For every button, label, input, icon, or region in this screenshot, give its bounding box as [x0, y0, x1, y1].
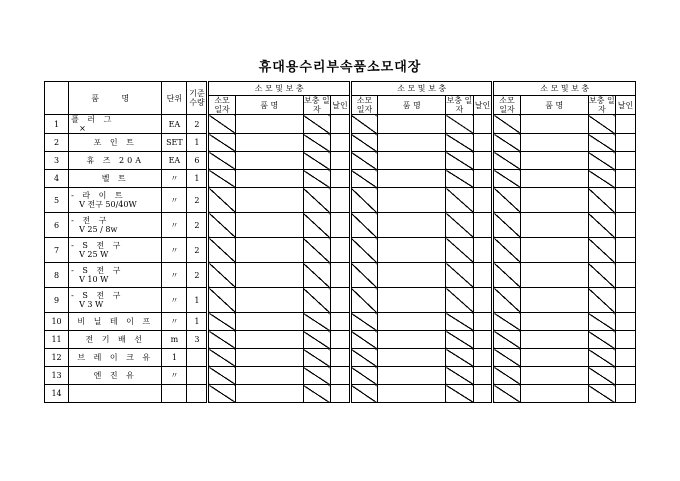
consumed-item-cell[interactable]: [378, 115, 446, 134]
use-date-cell[interactable]: [350, 152, 377, 170]
seal-cell[interactable]: [473, 134, 493, 152]
supply-date-cell[interactable]: [588, 331, 615, 349]
table-row: [45, 349, 636, 367]
item-name-line1: - S 전 구: [71, 241, 124, 250]
std-qty-cell: 1: [187, 313, 208, 331]
consumed-item-cell[interactable]: [378, 313, 446, 331]
table-row: [45, 115, 636, 134]
supply-date-cell[interactable]: [303, 170, 330, 188]
row-number: 2: [45, 134, 69, 152]
use-date-header: 소모 일자: [493, 96, 520, 115]
supply-date-cell[interactable]: [446, 349, 473, 367]
use-date-cell[interactable]: [350, 134, 377, 152]
use-date-cell[interactable]: [493, 152, 520, 170]
consumed-item-cell[interactable]: [378, 134, 446, 152]
item-name: [69, 385, 162, 403]
consumed-item-cell[interactable]: [378, 367, 446, 385]
item-name: [69, 367, 162, 385]
seal-cell[interactable]: [615, 170, 635, 188]
seal-cell[interactable]: [615, 115, 635, 134]
supply-date-cell[interactable]: [446, 152, 473, 170]
item-name: [69, 331, 162, 349]
use-date-cell[interactable]: [208, 152, 235, 170]
supply-date-header: 보충 일자: [589, 96, 615, 114]
item-name-line1: 엔 진 유: [93, 371, 137, 380]
seal-cell[interactable]: [331, 134, 351, 152]
consumed-item-cell[interactable]: [235, 331, 303, 349]
row-number: 14: [45, 385, 69, 403]
seal-cell[interactable]: [331, 115, 351, 134]
consumption-ledger-table: [44, 81, 636, 403]
supply-date-cell[interactable]: [446, 188, 473, 213]
consumed-item-cell[interactable]: [378, 331, 446, 349]
seal-cell[interactable]: [473, 152, 493, 170]
seal-cell[interactable]: [331, 349, 351, 367]
use-date-cell[interactable]: [208, 263, 235, 288]
use-date-cell[interactable]: [493, 313, 520, 331]
use-date-cell[interactable]: [208, 134, 235, 152]
consumed-item-cell[interactable]: [520, 238, 588, 263]
use-date-cell[interactable]: [350, 288, 377, 313]
seal-cell[interactable]: [331, 188, 351, 213]
seal-cell[interactable]: [615, 349, 635, 367]
consumed-item-cell[interactable]: [378, 385, 446, 403]
use-date-cell[interactable]: [350, 349, 377, 367]
supply-date-cell[interactable]: [303, 367, 330, 385]
supply-date-cell[interactable]: [303, 288, 330, 313]
seal-cell[interactable]: [331, 288, 351, 313]
supply-date-cell[interactable]: [303, 238, 330, 263]
use-date-cell[interactable]: [350, 313, 377, 331]
consumed-item-cell[interactable]: [235, 134, 303, 152]
use-date-cell[interactable]: [350, 115, 377, 134]
item-name-line2: V 전구 50/40W: [79, 200, 137, 209]
use-date-cell[interactable]: [493, 170, 520, 188]
supply-date-cell[interactable]: [303, 188, 330, 213]
consumed-item-cell[interactable]: [235, 349, 303, 367]
use-date-cell[interactable]: [208, 213, 235, 238]
use-date-cell[interactable]: [208, 385, 235, 403]
use-date-cell[interactable]: [208, 288, 235, 313]
table-row: [45, 238, 636, 263]
use-date-cell[interactable]: [493, 367, 520, 385]
std-qty-cell: 1: [187, 170, 208, 188]
row-number: 6: [45, 213, 69, 238]
seal-cell[interactable]: [473, 115, 493, 134]
supply-date-cell[interactable]: [446, 213, 473, 238]
seal-cell[interactable]: [331, 313, 351, 331]
std-qty-cell: 1: [187, 288, 208, 313]
seal-cell[interactable]: [473, 385, 493, 403]
supply-date-cell[interactable]: [588, 313, 615, 331]
no-header: [45, 82, 69, 115]
seal-cell[interactable]: [331, 367, 351, 385]
seal-cell[interactable]: [615, 188, 635, 213]
use-date-cell[interactable]: [208, 313, 235, 331]
seal-cell[interactable]: [473, 331, 493, 349]
item-name-line2: ×: [79, 124, 86, 133]
table-row: [45, 367, 636, 385]
consumed-item-cell[interactable]: [520, 152, 588, 170]
use-date-cell[interactable]: [208, 367, 235, 385]
supply-date-cell[interactable]: [588, 385, 615, 403]
item-name: [69, 170, 162, 188]
seal-cell[interactable]: [615, 313, 635, 331]
consumed-item-cell[interactable]: [235, 263, 303, 288]
row-number: 10: [45, 313, 69, 331]
use-date-cell[interactable]: [493, 349, 520, 367]
item-name-line1: - 라 이 트: [71, 191, 126, 200]
unit-cell: 〃: [162, 170, 187, 188]
supply-date-cell[interactable]: [446, 263, 473, 288]
consumed-item-cell[interactable]: [520, 170, 588, 188]
consumed-item-cell[interactable]: [520, 349, 588, 367]
group-header-2: 소 모 및 보 충: [350, 82, 492, 96]
seal-cell[interactable]: [615, 213, 635, 238]
std-qty-cell: 2: [187, 115, 208, 134]
supply-date-cell[interactable]: [588, 188, 615, 213]
consumed-item-cell[interactable]: [235, 213, 303, 238]
std-qty-cell: 2: [187, 213, 208, 238]
seal-cell[interactable]: [615, 385, 635, 403]
supply-date-cell[interactable]: [588, 115, 615, 134]
row-number: 9: [45, 288, 69, 313]
use-date-header: 소모 일자: [208, 96, 235, 115]
consumed-item-cell[interactable]: [520, 188, 588, 213]
consumed-item-cell[interactable]: [378, 188, 446, 213]
seal-header: 날인: [473, 96, 493, 115]
unit-cell: EA: [162, 115, 187, 134]
consumed-item-cell[interactable]: [520, 385, 588, 403]
item-name: [69, 115, 162, 134]
seal-cell[interactable]: [615, 152, 635, 170]
use-date-cell[interactable]: [350, 170, 377, 188]
row-number: 1: [45, 115, 69, 134]
supply-date-cell[interactable]: [446, 367, 473, 385]
seal-cell[interactable]: [473, 213, 493, 238]
supply-date-cell[interactable]: [588, 152, 615, 170]
seal-cell[interactable]: [331, 385, 351, 403]
row-number: 11: [45, 331, 69, 349]
row-number: 4: [45, 170, 69, 188]
supply-date-cell[interactable]: [588, 367, 615, 385]
unit-cell: 〃: [162, 188, 187, 213]
unit-cell: 〃: [162, 313, 187, 331]
supply-date-cell[interactable]: [588, 170, 615, 188]
use-date-cell[interactable]: [493, 213, 520, 238]
consumed-item-cell[interactable]: [235, 170, 303, 188]
item-name-line1: - S 전 구: [71, 266, 124, 275]
supply-date-cell[interactable]: [303, 134, 330, 152]
item-name-line2: V 3 W: [79, 300, 104, 309]
item-name: [69, 152, 162, 170]
item-name: [69, 134, 162, 152]
use-date-cell[interactable]: [493, 188, 520, 213]
supply-date-cell[interactable]: [303, 331, 330, 349]
seal-cell[interactable]: [473, 313, 493, 331]
row-number: 13: [45, 367, 69, 385]
use-date-cell[interactable]: [208, 238, 235, 263]
use-date-cell[interactable]: [208, 349, 235, 367]
consumed-item-cell[interactable]: [378, 213, 446, 238]
supply-date-cell[interactable]: [446, 170, 473, 188]
seal-cell[interactable]: [615, 367, 635, 385]
consumed-item-cell[interactable]: [378, 152, 446, 170]
supply-date-cell[interactable]: [588, 238, 615, 263]
seal-header: 날인: [615, 96, 635, 115]
row-number: 3: [45, 152, 69, 170]
unit-cell: m: [162, 331, 187, 349]
item-name: [69, 349, 162, 367]
use-date-cell[interactable]: [493, 331, 520, 349]
seal-cell[interactable]: [615, 238, 635, 263]
seal-cell[interactable]: [473, 238, 493, 263]
consumed-item-cell[interactable]: [235, 385, 303, 403]
unit-cell: EA: [162, 152, 187, 170]
item-name-line1: - 전 구: [71, 216, 110, 225]
item-name-line1: 비 닐 테 이 프: [77, 317, 154, 326]
item-name-line1: 벨 트: [101, 174, 129, 183]
seal-cell[interactable]: [331, 331, 351, 349]
use-date-cell[interactable]: [350, 385, 377, 403]
item-name-line2: V 25 / 8w: [79, 225, 118, 234]
unit-header: 단위: [162, 82, 187, 115]
supply-date-cell[interactable]: [446, 288, 473, 313]
name-header: 품 명: [235, 96, 303, 115]
seal-cell[interactable]: [331, 263, 351, 288]
unit-cell: 〃: [162, 367, 187, 385]
supply-date-header: 보충 일자: [304, 96, 330, 114]
unit-cell: SET: [162, 134, 187, 152]
std-qty-cell: [187, 385, 208, 403]
item-name: [69, 188, 162, 213]
seal-cell[interactable]: [331, 213, 351, 238]
item-name: [69, 263, 162, 288]
supply-date-cell[interactable]: [446, 331, 473, 349]
consumed-item-cell[interactable]: [520, 115, 588, 134]
seal-cell[interactable]: [615, 331, 635, 349]
unit-cell: 〃: [162, 288, 187, 313]
consumed-item-cell[interactable]: [378, 238, 446, 263]
name-header: 품 명: [378, 96, 446, 115]
item-name: [69, 238, 162, 263]
item-name: [69, 288, 162, 313]
seal-cell[interactable]: [331, 170, 351, 188]
use-date-cell[interactable]: [350, 238, 377, 263]
consumed-item-cell[interactable]: [520, 288, 588, 313]
seal-cell[interactable]: [473, 367, 493, 385]
consumed-item-cell[interactable]: [520, 213, 588, 238]
supply-date-cell[interactable]: [446, 313, 473, 331]
supply-date-cell[interactable]: [303, 313, 330, 331]
supply-date-cell[interactable]: [303, 263, 330, 288]
std-qty-cell: 2: [187, 188, 208, 213]
supply-date-cell[interactable]: [588, 134, 615, 152]
supply-date-cell[interactable]: [588, 263, 615, 288]
supply-date-cell[interactable]: [588, 288, 615, 313]
consumed-item-cell[interactable]: [378, 263, 446, 288]
page-title: 휴대용수리부속품소모대장: [258, 60, 422, 75]
std-qty-cell: 3: [187, 331, 208, 349]
use-date-cell[interactable]: [493, 263, 520, 288]
item-name-header: 품 명: [69, 82, 162, 115]
table-row: [45, 313, 636, 331]
supply-date-cell[interactable]: [303, 152, 330, 170]
item-name-line1: 휴 즈 20A: [86, 156, 144, 165]
use-date-cell[interactable]: [493, 238, 520, 263]
row-number: 7: [45, 238, 69, 263]
supply-date-cell[interactable]: [446, 115, 473, 134]
std-qty-cell: [187, 349, 208, 367]
group-header-3: 소 모 및 보 충: [493, 82, 636, 96]
use-date-cell[interactable]: [208, 115, 235, 134]
use-date-header: 소모 일자: [350, 96, 377, 115]
table-row: [45, 331, 636, 349]
supply-date-cell[interactable]: [303, 349, 330, 367]
item-name-line2: V 25 W: [79, 250, 109, 259]
unit-cell: 1: [162, 349, 187, 367]
use-date-cell[interactable]: [208, 331, 235, 349]
consumed-item-cell[interactable]: [520, 313, 588, 331]
seal-cell[interactable]: [615, 288, 635, 313]
table-row: [45, 385, 636, 403]
item-name: [69, 213, 162, 238]
consumed-item-cell[interactable]: [235, 188, 303, 213]
use-date-cell[interactable]: [350, 213, 377, 238]
seal-header: 날인: [331, 96, 351, 115]
table-row: [45, 213, 636, 238]
use-date-cell[interactable]: [350, 367, 377, 385]
row-number: 8: [45, 263, 69, 288]
consumed-item-cell[interactable]: [235, 288, 303, 313]
supply-date-cell[interactable]: [446, 134, 473, 152]
consumed-item-cell[interactable]: [520, 331, 588, 349]
item-name: [69, 313, 162, 331]
supply-date-cell[interactable]: [303, 213, 330, 238]
consumed-item-cell[interactable]: [378, 288, 446, 313]
supply-date-cell[interactable]: [446, 385, 473, 403]
seal-cell[interactable]: [615, 134, 635, 152]
item-name-line1: 플 러 그: [71, 115, 115, 124]
group-header-1: 소 모 및 보 충: [208, 82, 350, 96]
seal-cell[interactable]: [615, 263, 635, 288]
use-date-cell[interactable]: [350, 263, 377, 288]
consumed-item-cell[interactable]: [235, 115, 303, 134]
seal-cell[interactable]: [473, 170, 493, 188]
table-row: [45, 288, 636, 313]
supply-date-cell[interactable]: [588, 213, 615, 238]
item-name-line1: 브 레 이 크 유: [77, 353, 154, 362]
use-date-cell[interactable]: [350, 188, 377, 213]
supply-date-header: 보충 일자: [446, 96, 473, 114]
seal-cell[interactable]: [473, 188, 493, 213]
std-qty-cell: [187, 367, 208, 385]
seal-cell[interactable]: [473, 263, 493, 288]
consumed-item-cell[interactable]: [235, 313, 303, 331]
unit-cell: 〃: [162, 213, 187, 238]
std-qty-cell: 2: [187, 238, 208, 263]
table-row: [45, 263, 636, 288]
seal-cell[interactable]: [331, 238, 351, 263]
consumed-item-cell[interactable]: [378, 170, 446, 188]
item-name-line2: V 10 W: [79, 275, 109, 284]
consumed-item-cell[interactable]: [378, 349, 446, 367]
item-name-line1: 포 인 트: [93, 138, 137, 147]
std-qty-cell: 1: [187, 134, 208, 152]
supply-date-cell[interactable]: [446, 238, 473, 263]
use-date-cell[interactable]: [493, 115, 520, 134]
supply-date-cell[interactable]: [303, 115, 330, 134]
supply-date-cell[interactable]: [303, 385, 330, 403]
table-row: [45, 152, 636, 170]
item-name-line1: - S 전 구: [71, 291, 124, 300]
consumed-item-cell[interactable]: [235, 152, 303, 170]
consumed-item-cell[interactable]: [520, 263, 588, 288]
consumed-item-cell[interactable]: [235, 367, 303, 385]
std-qty-cell: 2: [187, 263, 208, 288]
table-row: [45, 134, 636, 152]
use-date-cell[interactable]: [493, 288, 520, 313]
name-header: 품 명: [520, 96, 588, 115]
unit-cell: [162, 385, 187, 403]
use-date-cell[interactable]: [208, 170, 235, 188]
row-number: 12: [45, 349, 69, 367]
std-qty-cell: 6: [187, 152, 208, 170]
supply-date-cell[interactable]: [588, 349, 615, 367]
table-row: [45, 188, 636, 213]
unit-cell: 〃: [162, 238, 187, 263]
item-name-line1: 전 기 배 선: [85, 335, 145, 344]
consumed-item-cell[interactable]: [520, 134, 588, 152]
std-qty-header: 기준 수량: [187, 82, 208, 115]
seal-cell[interactable]: [473, 349, 493, 367]
use-date-cell[interactable]: [208, 188, 235, 213]
unit-cell: 〃: [162, 263, 187, 288]
consumed-item-cell[interactable]: [235, 238, 303, 263]
seal-cell[interactable]: [331, 152, 351, 170]
table-row: [45, 170, 636, 188]
use-date-cell[interactable]: [350, 331, 377, 349]
use-date-cell[interactable]: [493, 385, 520, 403]
use-date-cell[interactable]: [493, 134, 520, 152]
consumed-item-cell[interactable]: [520, 367, 588, 385]
seal-cell[interactable]: [473, 288, 493, 313]
row-number: 5: [45, 188, 69, 213]
